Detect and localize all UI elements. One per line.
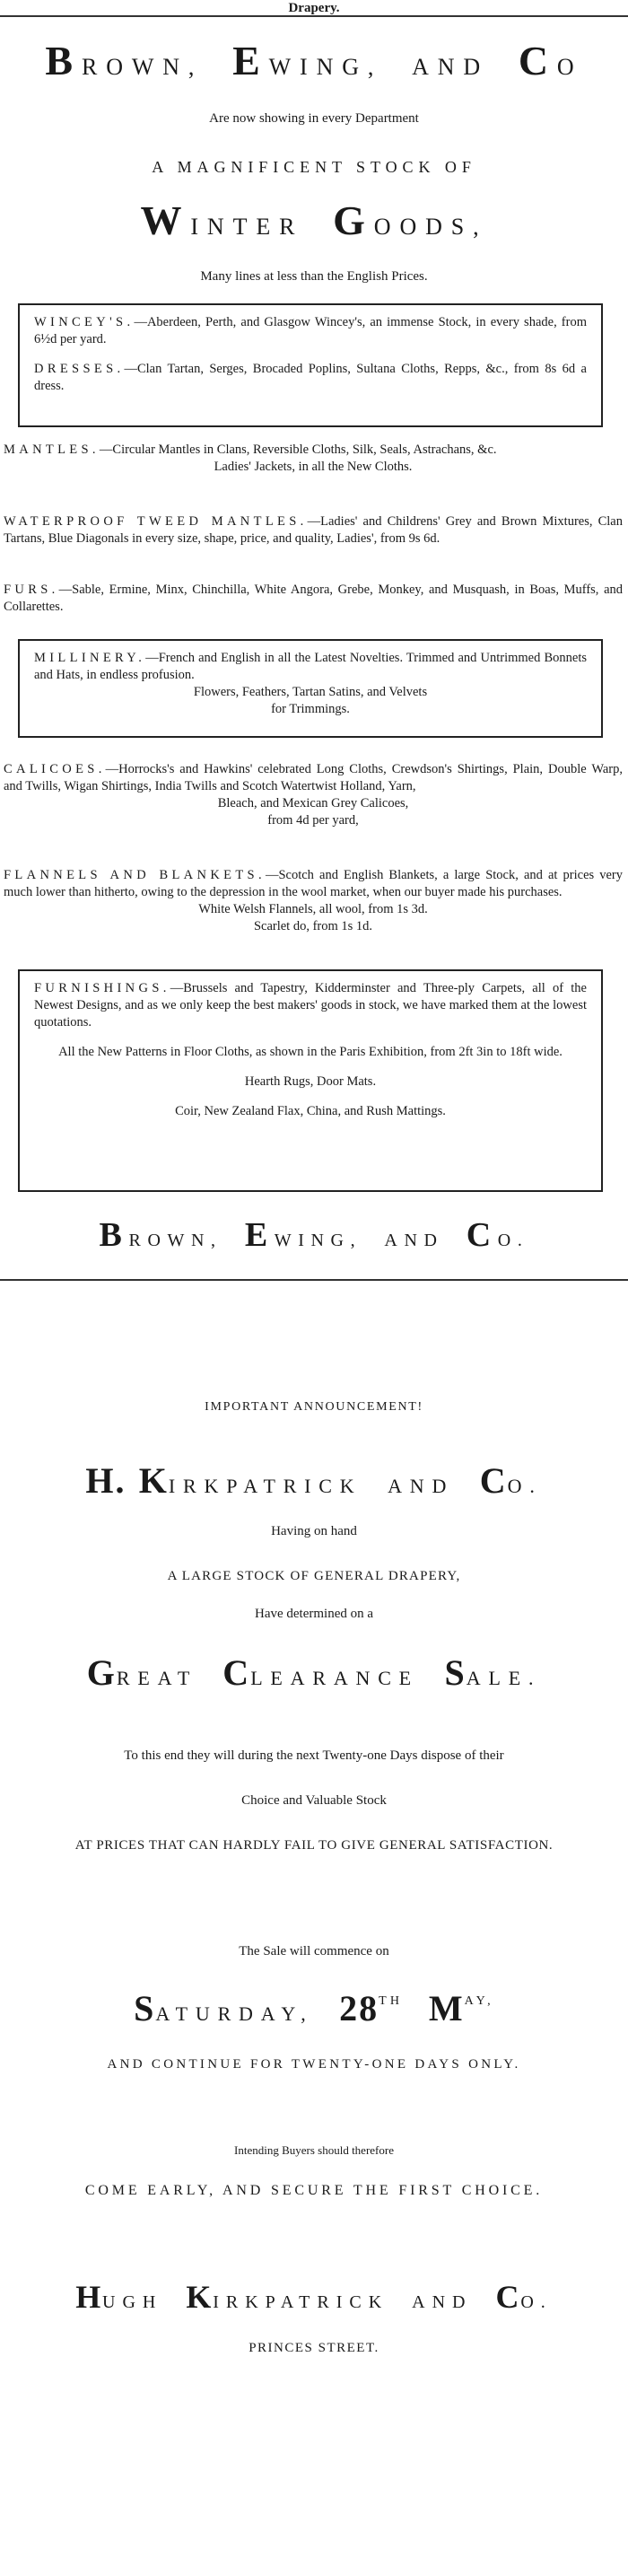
calicoes-entry: CALICOES.—Horrocks's and Hawkins' celebrated Long Cloths, Crewdson's Shirtings, Plain, Double Warp, and Twills, Wigan Shirtings, India Twills and Scotch Watertwist Holland, Yarn, Bleach, and Mexican Grey Calicoes, from 4d per yard, [4, 762, 623, 828]
section-heading: Drapery. [288, 1, 340, 15]
determined-line: Have determined on a [254, 1607, 374, 1621]
important-announcement: IMPORTANT ANNOUNCEMENT! [205, 1400, 423, 1414]
sale-date: SATURDAY, 28TH $M^{AY,}$ [134, 1988, 494, 2028]
mattings-entry: Coir, New Zealand Flax, China, and Rush Mattings. [175, 1104, 446, 1118]
advert-divider [0, 1279, 628, 1281]
winceys-entry: WINCEY'S.—Aberdeen, Perth, and Glasgow Wincey's, an immense Stock, in every shade, from 6½d per yard. [34, 315, 587, 346]
winter-goods-title: WINTER GOODS, [140, 197, 488, 243]
intending-buyers-line: Intending Buyers should therefore [234, 2143, 394, 2157]
millinery-entry: MILLINERY.—French and English in all the Latest Novelties. Trimmed and Untrimmed Bonnets and Hats, in endless profusion. Flowers, Feathers, Tartan Satins, and Velvets for Trimmings. [34, 651, 587, 716]
come-early-line: COME EARLY, AND SECURE THE FIRST CHOICE. [84, 2183, 544, 2198]
at-prices-line: AT PRICES THAT CAN HARDLY FAIL TO GIVE GENERAL SATISFACTION. [74, 1838, 554, 1853]
floor-cloths-entry: All the New Patterns in Floor Cloths, as shown in the Paris Exhibition, from 2ft 3in to 18ft wide. [58, 1045, 563, 1059]
brown-ewing-signoff: BROWN, EWING, AND CO. [99, 1216, 529, 1254]
intro-line: Are now showing in every Department [209, 111, 419, 126]
address-line: PRINCES STREET. [249, 2341, 379, 2355]
prices-note: Many lines at less than the English Prices. [200, 269, 428, 284]
brown-ewing-title: BROWN, EWING, AND CO [45, 38, 583, 83]
to-this-end-line: To this end they will during the next Twenty-one Days dispose of their [124, 1748, 504, 1763]
having-on-hand: Having on hand [271, 1524, 357, 1538]
winceys-dresses-box [18, 303, 603, 427]
hugh-kirkpatrick-signoff: HUGH KIRKPATRICK AND CO. [75, 2279, 553, 2315]
hearth-rugs-entry: Hearth Rugs, Door Mats. [244, 1074, 377, 1089]
headline: A MAGNIFICENT STOCK OF [152, 158, 476, 176]
large-stock-line: A LARGE STOCK OF GENERAL DRAPERY, [167, 1569, 461, 1583]
continue-line: AND CONTINUE FOR TWENTY-ONE DAYS ONLY. [107, 2057, 521, 2072]
millinery-box [18, 639, 603, 738]
sale-commence-line: The Sale will commence on [239, 1944, 389, 1958]
furs-entry: FURS.—Sable, Ermine, Minx, Chinchilla, White Angora, Grebe, Monkey, and Musquash, in Boas, Muffs, and Collarettes. [4, 583, 623, 614]
flannels-entry: FLANNELS AND BLANKETS.—Scotch and English Blankets, a large Stock, and at prices very much lower than hitherto, owing to the depression in the wool market, when our buyer made his purchases. White Welsh Flannels, all wool, from 1s 3d. Scarlet do, from 1s 1d. [4, 868, 623, 933]
choice-stock-line: Choice and Valuable Stock [241, 1793, 387, 1808]
mantles-entry: MANTLES.—Circular Mantles in Clans, Reversible Cloths, Silk, Seals, Astrachans, &c. Ladies' Jackets, in all the New Cloths. [4, 442, 497, 474]
waterproof-entry: WATERPROOF TWEED MANTLES.—Ladies' and Childrens' Grey and Brown Mixtures, Clan Tartans, Blue Diagonals in every size, shape, price, and quality, Ladies', from 9s 6d. [4, 514, 623, 546]
kirkpatrick-title: H. KIRKPATRICK AND CO. [85, 1460, 543, 1501]
heading-rule [0, 15, 628, 17]
furnishings-entry: FURNISHINGS.—Brussels and Tapestry, Kidderminster and Three-ply Carpets, all of the Newest Designs, and as we only keep the best makers' goods in stock, we have marked them at the lowest quotations. [34, 981, 587, 1030]
great-clearance-sale: GREAT CLEARANCE SALE. [86, 1652, 542, 1693]
dresses-entry: DRESSES.—Clan Tartan, Serges, Brocaded Poplins, Sultana Cloths, Repps, &c., from 8s 6d a dress. [34, 362, 587, 393]
furnishings-box [18, 969, 603, 1192]
